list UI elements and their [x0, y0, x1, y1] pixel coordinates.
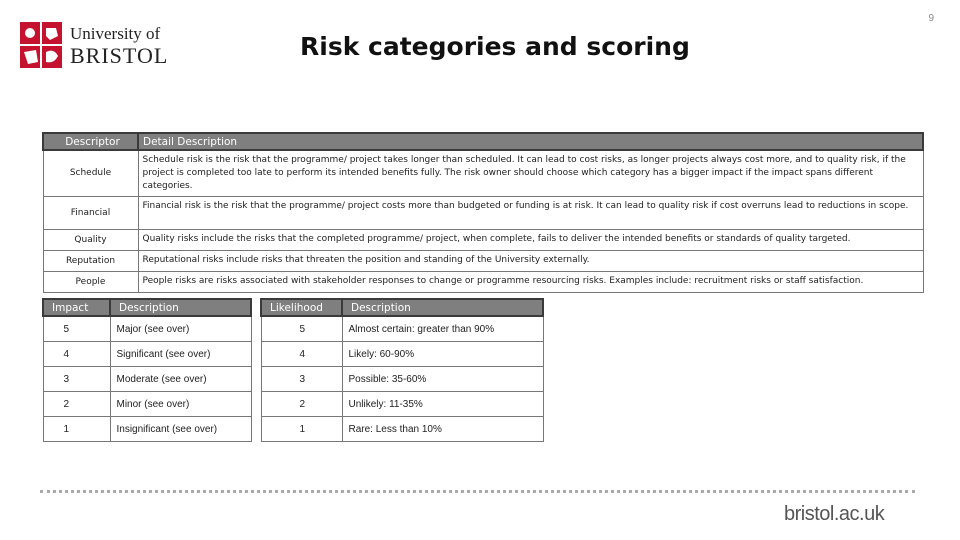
table-row	[43, 316, 543, 342]
likelihood-description: Rare: Less than 10%	[342, 417, 543, 442]
impact-description: Significant (see over)	[110, 342, 251, 367]
page-title: Risk categories and scoring	[300, 32, 690, 61]
category-name: Schedule	[43, 150, 138, 197]
category-name: Quality	[43, 230, 138, 251]
crest-icon	[20, 22, 62, 68]
likelihood-score: 3	[261, 367, 342, 392]
likelihood-score: 4	[261, 342, 342, 367]
table-row	[43, 251, 923, 272]
likelihood-description: Possible: 35-60%	[342, 367, 543, 392]
table-row	[43, 417, 543, 442]
header-detail-description: Detail Description	[138, 133, 923, 150]
category-description: Quality risks include the risks that the completed programme/ project, when complete, fails to deliver the intended benefits or standards of quality targeted.	[138, 230, 923, 251]
likelihood-score: 2	[261, 392, 342, 417]
impact-score: 5	[43, 316, 110, 342]
impact-description: Minor (see over)	[110, 392, 251, 417]
likelihood-description: Unlikely: 11-35%	[342, 392, 543, 417]
table-row	[43, 367, 543, 392]
header-impact-description: Description	[110, 299, 251, 316]
logo-line1: University of	[70, 24, 161, 43]
table-row	[43, 392, 543, 417]
impact-score: 4	[43, 342, 110, 367]
impact-score: 1	[43, 417, 110, 442]
slide-number: 9	[928, 13, 934, 24]
category-name: Reputation	[43, 251, 138, 272]
header-descriptor: Descriptor	[43, 133, 138, 150]
category-name: Financial	[43, 197, 138, 230]
table-row	[43, 150, 923, 197]
category-name: People	[43, 272, 138, 293]
likelihood-score: 1	[261, 417, 342, 442]
likelihood-description: Almost certain: greater than 90%	[342, 316, 543, 342]
footer-divider	[40, 490, 915, 493]
category-description: People risks are risks associated with stakeholder responses to change or programme resourcing risks. Examples include: recruitment risks or staff satisfaction.	[138, 272, 923, 293]
impact-description: Moderate (see over)	[110, 367, 251, 392]
impact-score: 2	[43, 392, 110, 417]
impact-description: Major (see over)	[110, 316, 251, 342]
category-description: Reputational risks include risks that threaten the position and standing of the University externally.	[138, 251, 923, 272]
likelihood-description: Likely: 60-90%	[342, 342, 543, 367]
likelihood-score: 5	[261, 316, 342, 342]
logo-line2: BRISTOL	[70, 43, 169, 68]
category-description: Schedule risk is the risk that the programme/ project takes longer than scheduled. It can lead to cost risks, as longer projects always cost more, and to quality risk, if the project is completed too late to perform its intended benefits fully. The risk owner should choose which category has a bigger impact if the impact spans different categories.	[138, 150, 923, 197]
header-impact: Impact	[43, 299, 110, 316]
header-likelihood: Likelihood	[261, 299, 342, 316]
table-row	[43, 230, 923, 251]
table-row	[43, 197, 923, 230]
risk-categories-table	[42, 132, 924, 293]
category-description: Financial risk is the risk that the programme/ project costs more than budgeted or funding is at risk. It can lead to quality risk if cost overruns lead to reductions in scope.	[138, 197, 923, 230]
impact-likelihood-table	[42, 298, 544, 442]
impact-description: Insignificant (see over)	[110, 417, 251, 442]
table-row	[43, 272, 923, 293]
impact-score: 3	[43, 367, 110, 392]
table-row	[43, 342, 543, 367]
footer-url[interactable]: bristol.ac.uk	[784, 503, 885, 525]
university-logo	[20, 22, 180, 70]
header-likelihood-description: Description	[342, 299, 543, 316]
